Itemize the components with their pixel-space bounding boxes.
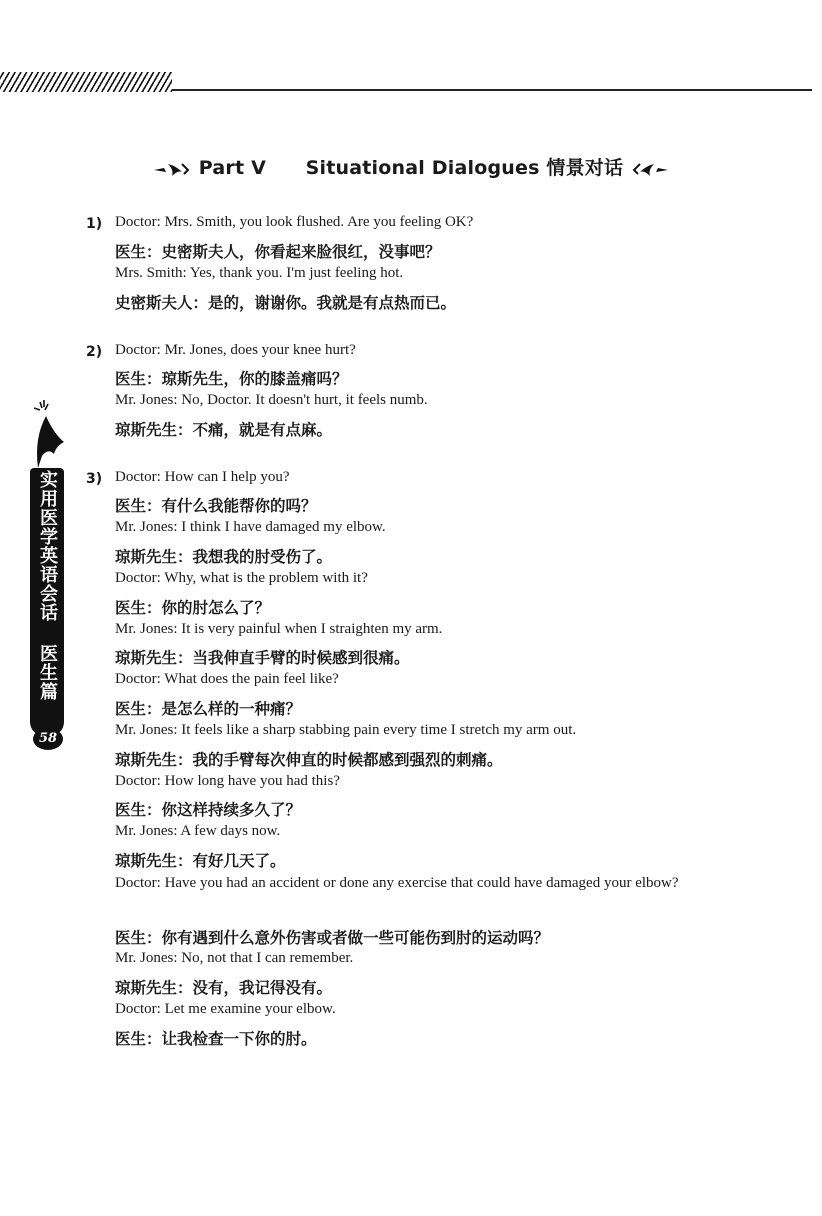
header-hatch-decoration <box>0 72 172 92</box>
dialogue-line-en: Mrs. Smith: Yes, thank you. I'm just feeling hot. <box>115 265 404 281</box>
dialogue-line-zh: 医生：琼斯先生，你的膝盖痛吗？ <box>115 370 348 388</box>
dialogue-line-en: Doctor: How long have you had this? <box>115 773 340 789</box>
dialogue-line-en: Mr. Jones: It feels like a sharp stabbing pain every time I stretch my arm out. <box>115 722 577 738</box>
dialogue-number: 2) <box>86 344 103 360</box>
dialogue-line-zh: 医生：你这样持续多久了？ <box>115 801 302 819</box>
dialogue-line-en: Doctor: Mrs. Smith, you look flushed. Are you feeling OK? <box>115 214 474 230</box>
dialogue-line-en: Doctor: Mr. Jones, does your knee hurt? <box>115 342 356 358</box>
header-rule <box>172 89 812 91</box>
dialogue-line-en: Doctor: Have you had an accident or done any exercise that could have damaged your elbow? <box>115 875 679 891</box>
dialogue-line-en: Mr. Jones: I think I have damaged my elbow. <box>115 519 386 535</box>
dialogue-line-zh: 史密斯夫人：是的，谢谢你。我就是有点热而已。 <box>115 294 457 312</box>
dialogue-line-en: Doctor: Let me examine your elbow. <box>115 1001 336 1017</box>
dialogue-line-en: Mr. Jones: A few days now. <box>115 823 281 839</box>
dialogue-line-zh: 医生：是怎么样的一种痛？ <box>115 700 302 718</box>
dialogue-line-en: Mr. Jones: It is very painful when I straighten my arm. <box>115 621 443 637</box>
dialogue-line-zh: 医生：你有遇到什么意外伤害或者做一些可能伤到肘的运动吗？ <box>115 929 550 947</box>
dialogue-line-zh: 琼斯先生：当我伸直手臂的时候感到很痛。 <box>115 649 410 667</box>
dialogue-line-zh: 琼斯先生：不痛，就是有点麻。 <box>115 421 333 439</box>
dialogue-line-zh: 医生：史密斯夫人，你看起来脸很红，没事吧？ <box>115 243 441 261</box>
dialogue-number: 1) <box>86 216 103 232</box>
dialogue-line-zh: 医生：让我检查一下你的肘。 <box>115 1030 317 1048</box>
dialogue-number: 3) <box>86 471 103 487</box>
dialogue-line-zh: 琼斯先生：我想我的肘受伤了。 <box>115 548 333 566</box>
sidebar-title <box>30 470 64 701</box>
dialogue-line-en: Doctor: Why, what is the problem with it? <box>115 570 368 586</box>
title-zh: 情景对话 <box>546 157 624 179</box>
page-number: 58 <box>33 728 63 750</box>
section-name: 医生篇 <box>37 644 58 701</box>
section-title <box>0 153 822 180</box>
dialogue-line-en: Mr. Jones: No, Doctor. It doesn't hurt, it feels numb. <box>115 392 428 408</box>
title-en: Situational Dialogues <box>305 157 540 179</box>
left-ornament-icon <box>152 160 192 178</box>
dialogue-line-zh: 琼斯先生：我的手臂每次伸直的时候都感到强烈的刺痛。 <box>115 751 503 769</box>
title-part: Part Ⅴ <box>198 157 266 179</box>
leaf-ornament-icon <box>30 398 70 470</box>
dialogue-line-en: Doctor: How can I help you? <box>115 469 290 485</box>
right-ornament-icon <box>630 160 670 178</box>
dialogue-line-zh: 医生：你的肘怎么了？ <box>115 599 271 617</box>
sidebar-tab <box>30 398 70 768</box>
book-title: 实用医学英语会话 <box>37 470 58 622</box>
dialogue-line-en: Doctor: What does the pain feel like? <box>115 671 339 687</box>
dialogue-line-zh: 琼斯先生：没有，我记得没有。 <box>115 979 333 997</box>
dialogue-line-en: Mr. Jones: No, not that I can remember. <box>115 950 354 966</box>
dialogue-line-zh: 琼斯先生：有好几天了。 <box>115 852 286 870</box>
dialogue-line-zh: 医生：有什么我能帮你的吗？ <box>115 497 317 515</box>
